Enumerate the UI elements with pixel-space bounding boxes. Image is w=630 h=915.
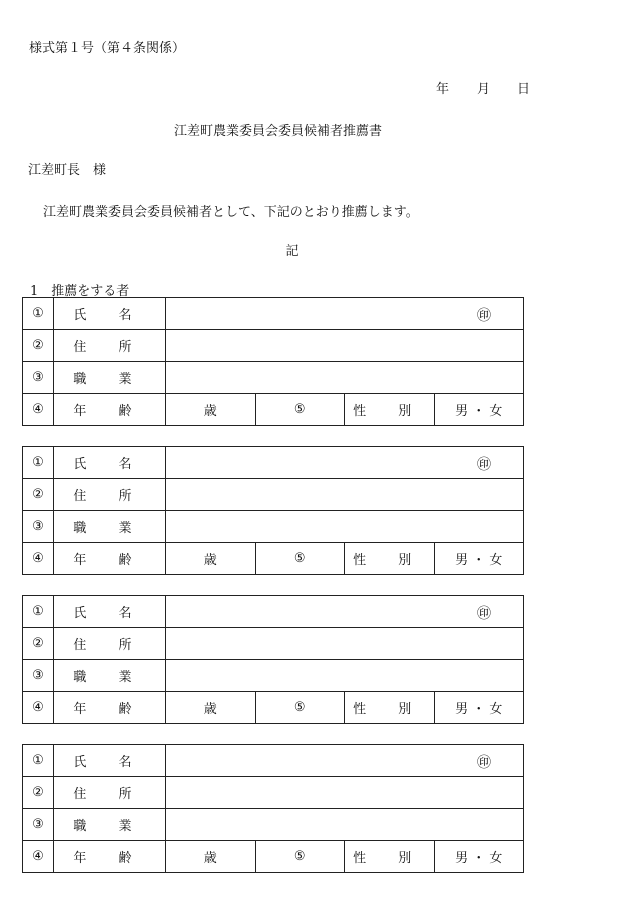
address-label: 住 所 <box>54 479 166 511</box>
address-field[interactable] <box>166 479 524 511</box>
sex-field[interactable]: 男 ・ 女 <box>434 543 524 575</box>
date-day-label: 日 <box>517 82 531 97</box>
name-field[interactable] <box>166 447 524 479</box>
age-label: 年 齢 <box>54 394 166 426</box>
row-number: ③ <box>23 809 54 841</box>
row-number: ⑤ <box>255 841 345 873</box>
address-label: 住 所 <box>54 777 166 809</box>
recommender-table-1 <box>22 297 524 426</box>
age-sex-row <box>23 394 524 426</box>
sex-label: 性 別 <box>345 394 435 426</box>
date-year-label: 年 <box>436 82 450 97</box>
form-number: 様式第１号（第４条関係） <box>29 41 186 56</box>
row-number: ③ <box>23 362 54 394</box>
age-label: 年 齢 <box>54 543 166 575</box>
row-number: ① <box>23 596 54 628</box>
addressee: 江差町長 様 <box>28 163 107 178</box>
occupation-label: 職 業 <box>54 660 166 692</box>
row-number: ② <box>23 330 54 362</box>
row-number: ① <box>23 298 54 330</box>
name-label: 氏 名 <box>54 447 166 479</box>
age-field[interactable]: 歳 <box>166 543 256 575</box>
occupation-row <box>23 511 524 543</box>
row-number: ④ <box>23 543 54 575</box>
document-title: 江差町農業委員会委員候補者推薦書 <box>173 124 382 139</box>
row-number: ④ <box>23 841 54 873</box>
name-field[interactable] <box>166 745 524 777</box>
row-number: ⑤ <box>255 692 345 724</box>
row-number: ⑤ <box>255 543 345 575</box>
age-sex-row <box>23 841 524 873</box>
sex-field[interactable]: 男 ・ 女 <box>434 692 524 724</box>
age-field[interactable]: 歳 <box>166 394 256 426</box>
row-number: ② <box>23 628 54 660</box>
body-text: 江差町農業委員会委員候補者として、下記のとおり推薦します。 <box>43 205 419 220</box>
row-number: ⑤ <box>255 394 345 426</box>
name-row <box>23 447 524 479</box>
occupation-field[interactable] <box>166 809 524 841</box>
sex-label: 性 別 <box>345 543 435 575</box>
address-label: 住 所 <box>54 330 166 362</box>
row-number: ② <box>23 479 54 511</box>
occupation-field[interactable] <box>166 660 524 692</box>
ki-heading: 記 <box>285 244 299 259</box>
age-label: 年 齢 <box>54 841 166 873</box>
row-number: ④ <box>23 394 54 426</box>
name-field[interactable] <box>166 298 524 330</box>
name-label: 氏 名 <box>54 298 166 330</box>
row-number: ③ <box>23 660 54 692</box>
address-row <box>23 330 524 362</box>
name-field[interactable] <box>166 596 524 628</box>
address-field[interactable] <box>166 777 524 809</box>
occupation-label: 職 業 <box>54 809 166 841</box>
seal-icon: ㊞ <box>477 457 491 473</box>
recommender-table-2 <box>22 446 524 575</box>
address-row <box>23 777 524 809</box>
section-heading: 1 推薦をする者 <box>30 284 130 299</box>
row-number: ① <box>23 447 54 479</box>
occupation-field[interactable] <box>166 362 524 394</box>
occupation-row <box>23 362 524 394</box>
seal-icon: ㊞ <box>477 606 491 622</box>
occupation-label: 職 業 <box>54 362 166 394</box>
address-field[interactable] <box>166 330 524 362</box>
name-label: 氏 名 <box>54 596 166 628</box>
name-label: 氏 名 <box>54 745 166 777</box>
name-row <box>23 596 524 628</box>
age-sex-row <box>23 543 524 575</box>
occupation-field[interactable] <box>166 511 524 543</box>
sex-field[interactable]: 男 ・ 女 <box>434 394 524 426</box>
row-number: ① <box>23 745 54 777</box>
name-row <box>23 745 524 777</box>
address-row <box>23 628 524 660</box>
recommender-table-3 <box>22 595 524 724</box>
age-field[interactable]: 歳 <box>166 692 256 724</box>
seal-icon: ㊞ <box>477 308 491 324</box>
sex-label: 性 別 <box>345 841 435 873</box>
row-number: ② <box>23 777 54 809</box>
sex-label: 性 別 <box>345 692 435 724</box>
age-label: 年 齢 <box>54 692 166 724</box>
address-label: 住 所 <box>54 628 166 660</box>
age-field[interactable]: 歳 <box>166 841 256 873</box>
seal-icon: ㊞ <box>477 755 491 771</box>
row-number: ④ <box>23 692 54 724</box>
occupation-row <box>23 660 524 692</box>
occupation-row <box>23 809 524 841</box>
age-sex-row <box>23 692 524 724</box>
sex-field[interactable]: 男 ・ 女 <box>434 841 524 873</box>
row-number: ③ <box>23 511 54 543</box>
occupation-label: 職 業 <box>54 511 166 543</box>
recommender-table-4 <box>22 744 524 873</box>
date-month-label: 月 <box>477 82 491 97</box>
address-field[interactable] <box>166 628 524 660</box>
address-row <box>23 479 524 511</box>
name-row <box>23 298 524 330</box>
